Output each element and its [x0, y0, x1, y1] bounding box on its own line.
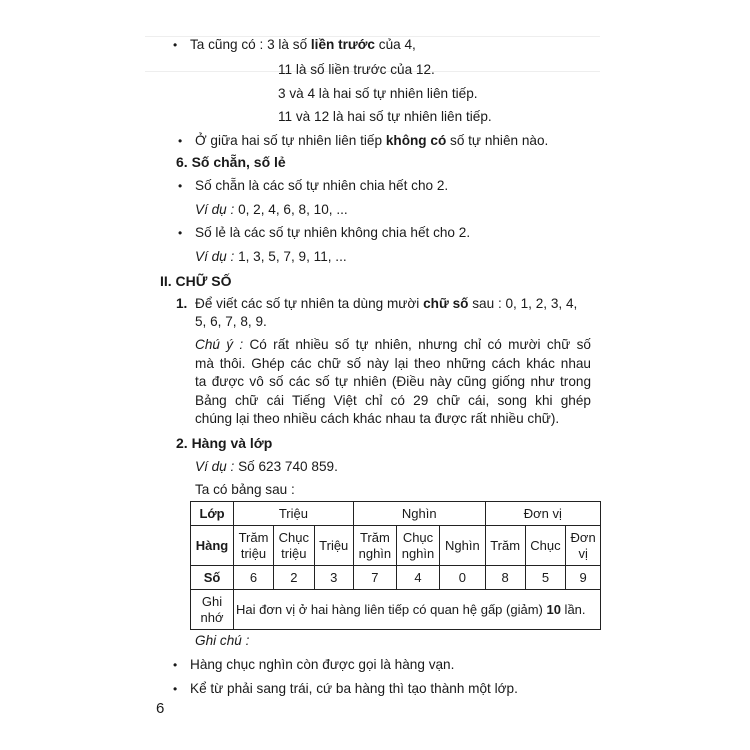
text: Trăm	[490, 537, 521, 553]
text: triệu	[281, 545, 307, 561]
list-item: • Số lẻ là các số tự nhiên không chia hết cho 2.	[195, 224, 470, 242]
place-cell	[566, 526, 601, 566]
remark-cell	[234, 590, 601, 630]
text: Chục	[402, 529, 434, 545]
row-label: Hàng	[191, 526, 234, 566]
table-row	[191, 526, 601, 566]
section-heading: 6. Số chẵn, số lẻ	[176, 154, 286, 170]
text: nghìn	[401, 545, 435, 561]
text: Trăm	[238, 529, 269, 545]
text: Số 623 740 859.	[234, 459, 338, 474]
text-line: 3 và 4 là hai số tự nhiên liên tiếp.	[278, 86, 478, 101]
text: Đơn	[570, 529, 596, 545]
place-cell	[440, 526, 486, 566]
bold-term: liền trước	[310, 37, 375, 52]
row-label	[191, 590, 234, 630]
row-label: Lớp	[191, 502, 234, 526]
bold-term: chữ số	[423, 296, 469, 311]
digit-cell: 8	[485, 566, 525, 590]
class-cell: Triệu	[234, 502, 354, 526]
place-cell	[353, 526, 396, 566]
text: Ta cũng có : 3 là số	[190, 37, 311, 52]
text: nghìn	[358, 545, 392, 561]
example-line	[195, 248, 347, 266]
list-item: • Kể từ phải sang trái, cứ ba hàng thì tạo thành một lớp.	[190, 680, 518, 698]
notes-label: Ghi chú :	[195, 633, 250, 648]
class-cell: Nghìn	[353, 502, 485, 526]
digit-cell: 4	[396, 566, 439, 590]
section-heading: II. CHỮ SỐ	[160, 273, 232, 289]
place-cell	[485, 526, 525, 566]
list-item	[190, 36, 416, 54]
table-row	[191, 566, 601, 590]
list-item: • Hàng chục nghìn còn được gọi là hàng vạn.	[190, 656, 454, 674]
text: Ở giữa hai số tự nhiên liên tiếp	[195, 133, 386, 148]
row-label: Số	[191, 566, 234, 590]
digit-cell: 7	[353, 566, 396, 590]
text-line: Ta có bảng sau :	[195, 482, 295, 497]
bold-term: không có	[385, 133, 447, 148]
text-line: chúng lại theo nhiều cách khác nhau ta được rất nhiều chữ).	[195, 411, 560, 426]
digit-cell: 2	[274, 566, 315, 590]
text: số tự nhiên nào.	[446, 133, 549, 148]
text-line	[195, 336, 591, 355]
text: Hai đơn vị ở hai hàng liên tiếp có quan hệ gấp (giảm)	[236, 601, 547, 617]
list-item	[195, 132, 548, 150]
text: Triệu	[319, 537, 349, 553]
digit-cell: 9	[566, 566, 601, 590]
text: Có rất nhiều số tự nhiên, nhưng chỉ có mười chữ số	[243, 337, 591, 352]
bold-term: 10	[546, 601, 561, 617]
digit-cell: 5	[525, 566, 566, 590]
text: 1, 3, 5, 7, 9, 11, ...	[234, 249, 347, 264]
example-label: Ví dụ :	[195, 202, 235, 217]
example-line	[195, 458, 338, 476]
text: Chục	[278, 529, 309, 545]
place-cell	[314, 526, 353, 566]
place-value-table	[190, 501, 601, 630]
example-line	[195, 201, 348, 219]
table-row	[191, 590, 601, 630]
text-line	[195, 295, 577, 313]
page-number: 6	[156, 700, 165, 717]
example-label: Ví dụ :	[195, 249, 235, 264]
digit-cell: 3	[314, 566, 353, 590]
subsection-heading: 2. Hàng và lớp	[176, 435, 273, 451]
text-line: 5, 6, 7, 8, 9.	[195, 314, 267, 329]
text-line: 11 là số liền trước của 12.	[278, 62, 435, 77]
list-item: • Số chẵn là các số tự nhiên chia hết cho 2.	[195, 177, 448, 195]
place-cell	[525, 526, 566, 566]
text: Trăm	[359, 529, 390, 545]
place-cell	[234, 526, 274, 566]
text: lần.	[560, 601, 586, 617]
text: sau : 0, 1, 2, 3, 4,	[468, 296, 578, 311]
text: nhớ	[200, 609, 224, 625]
place-cell	[396, 526, 439, 566]
text: Để viết các số tự nhiên ta dùng mười	[195, 296, 424, 311]
place-cell	[274, 526, 315, 566]
text: Chục	[530, 537, 561, 553]
item-number: 1.	[176, 296, 188, 311]
text: vị	[578, 545, 588, 561]
text: triệu	[240, 545, 267, 561]
class-cell: Đơn vị	[485, 502, 600, 526]
text-line: Bảng chữ cái Tiếng Việt chỉ có 29 chữ cái, song khi ghép	[195, 392, 591, 408]
text: Ghi	[201, 593, 223, 609]
text-line: ta được vô số các số tự nhiên (Điều này cũng giống như trong	[195, 374, 591, 389]
digit-cell: 6	[234, 566, 274, 590]
note-label: Chú ý :	[195, 337, 244, 352]
text: Nghìn	[444, 537, 480, 553]
note-paragraph	[195, 336, 591, 429]
text-line: mà thôi. Ghép các chữ số này lại theo những cách khác nhau	[195, 355, 591, 371]
example-label: Ví dụ :	[195, 459, 235, 474]
text: 0, 2, 4, 6, 8, 10, ...	[234, 202, 348, 217]
text-line: 11 và 12 là hai số tự nhiên liên tiếp.	[278, 109, 492, 124]
table-row	[191, 502, 601, 526]
digit-cell: 0	[440, 566, 486, 590]
text: của 4,	[375, 37, 416, 52]
